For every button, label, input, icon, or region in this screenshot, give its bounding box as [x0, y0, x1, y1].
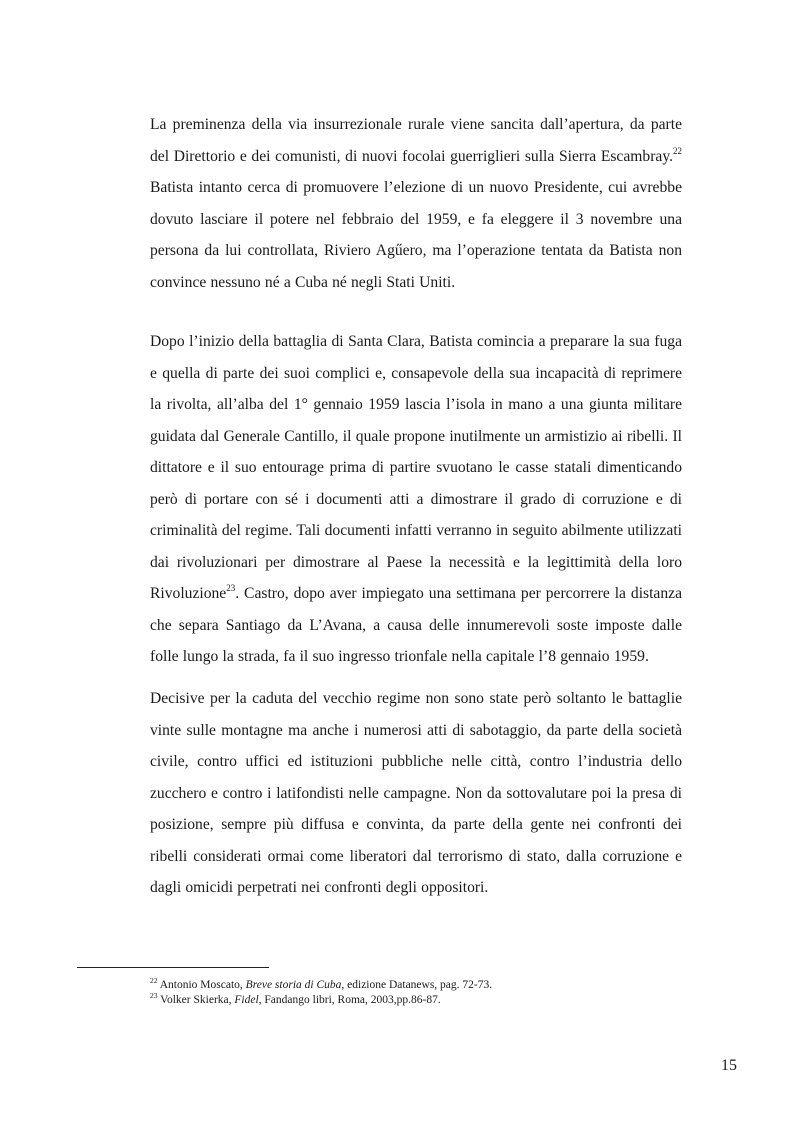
footnote-number: 22 [150, 976, 158, 985]
footnote-separator [77, 967, 269, 968]
body-paragraph-1 [150, 109, 682, 298]
footnote-23 [150, 993, 710, 1008]
paragraph-text: . Castro, dopo aver impiegato una settimana per percorrere la distanza che separa Santiago da L’Avana, a causa delle innumerevoli soste imposte dalle folle lungo la strada, fa il suo ingresso trionfale nella capitale l’8 gennaio 1959. [150, 585, 682, 665]
footnote-author: Antonio Moscato, [157, 979, 246, 991]
footnote-author: Volker Skierka, [157, 994, 235, 1006]
footnote-work-title: Breve storia di Cuba [245, 979, 342, 991]
paragraph-text: La preminenza della via insurrezionale rurale viene sancita dall’apertura, da parte del Direttorio e dei comunisti, di nuovi focolai guerriglieri sulla Sierra Escambray. [150, 116, 682, 165]
footnote-details: , Fandango libri, Roma, 2003,pp.86-87. [258, 994, 441, 1006]
paragraph-text: Dopo l’inizio della battaglia di Santa Clara, Batista comincia a preparare la sua fuga e quella di parte dei suoi complici e, consapevole della sua incapacità di reprimere la rivolta, all’alba del 1° gennaio 1959 lascia l’isola in mano a una giunta militare guidata dal Generale Cantillo, il quale propone inutilmente un armistizio ai ribelli. Il dittatore e il suo entourage prima di partire svuotano le casse statali dimenticando però di portare con sé i documenti atti a dimostrare il grado di corruzione e di criminalità del regime. Tali documenti infatti verranno in seguito abilmente utilizzati dai rivoluzionari per dimostrare al Paese la necessità e la legittimità della loro Rivoluzione [150, 333, 682, 602]
footnote-ref-23[interactable]: 23 [226, 583, 236, 593]
footnote-details: , edizione Datanews, pag. 72-73. [341, 979, 493, 991]
paragraph-text: Decisive per la caduta del vecchio regime non sono state però soltanto le battaglie vinte sulle montagne ma anche i numerosi atti di sabotaggio, da parte della società civile, contro uffici ed istituzioni pubbliche nelle città, contro l’industria dello zucchero e contro i latifondisti nelle campagne. Non da sottovalutare poi la presa di posizione, sempre più diffusa e convinta, da parte della gente nei confronti dei ribelli considerati ormai come liberatori dal terrorismo di stato, dalla corruzione e dagli omicidi perpetrati nei confronti degli oppositori. [150, 690, 682, 896]
footnote-work-title: Fidel [234, 994, 259, 1006]
body-paragraph-2 [150, 326, 682, 673]
body-paragraph-3 [150, 683, 682, 904]
page-number: 15 [721, 1057, 737, 1074]
footnote-22 [150, 978, 710, 993]
footnote-number: 23 [150, 991, 158, 1000]
paragraph-text: Batista intanto cerca di promuovere l’elezione di un nuovo Presidente, cui avrebbe dovuto lasciare il potere nel febbraio del 1959, e fa eleggere il 3 novembre una persona da lui controllata, Riviero Agűero, ma l’operazione tentata da Batista non convince nessuno né a Cuba né negli Stati Uniti. [150, 179, 682, 291]
footnote-ref-22[interactable]: 22 [673, 145, 682, 156]
